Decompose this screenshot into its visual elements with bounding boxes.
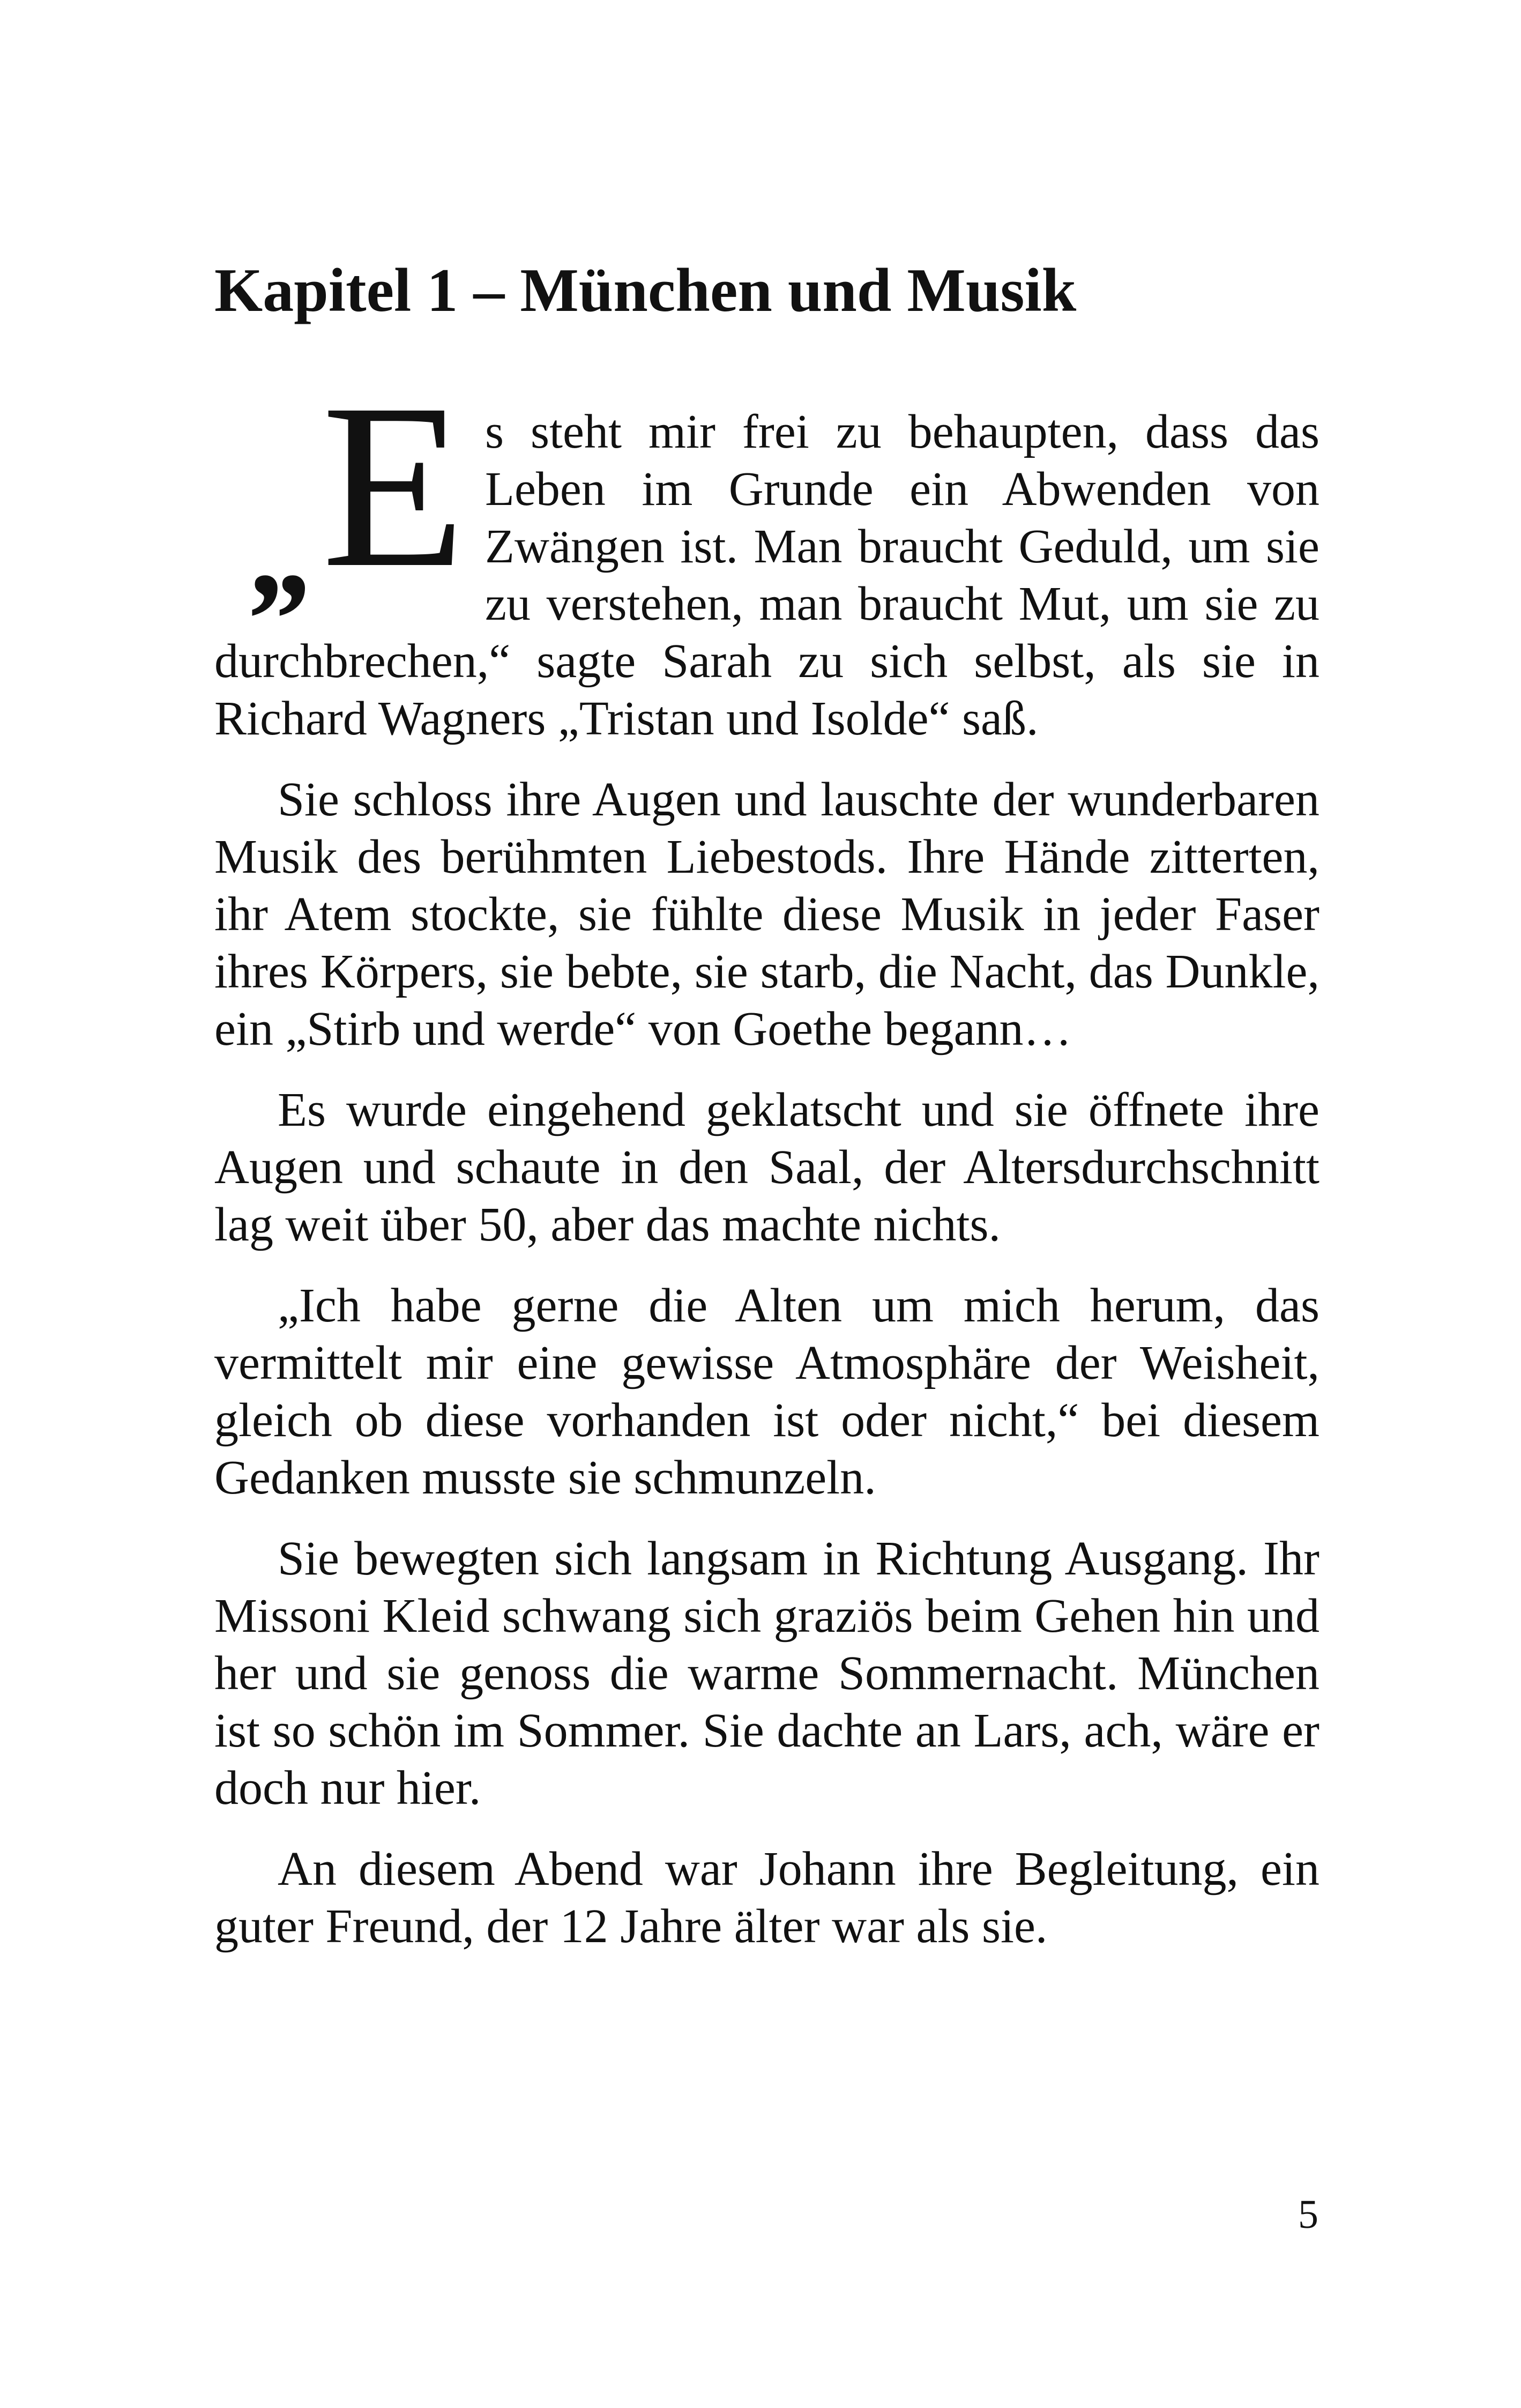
paragraph-1-text: s steht mir frei zu behaupten, dass das Leben im Grunde ein Abwenden von Zwängen ist. Man braucht Geduld, um sie zu verstehen, man braucht Mut, um sie zu durchbrechen,“ sagte Sarah zu sich selbst, als sie in Richard Wagners „Tristan und Isolde“ saß. (214, 405, 1319, 745)
paragraph-5: Sie bewegten sich langsam in Richtung Ausgang. Ihr Missoni Kleid schwang sich graziös beim Gehen hin und her und sie genoss die warme Sommernacht. München ist so schön im Sommer. Sie dachte an Lars, ach, wäre er doch nur hier. (214, 1532, 1319, 1815)
paragraph-3: Es wurde eingehend geklatscht und sie öffnete ihre Augen und schaute in den Saal, der Altersdurchschnitt lag weit über 50, aber das machte nichts. (214, 1083, 1319, 1251)
paragraph-4: „Ich habe gerne die Alten um mich herum, das vermittelt mir eine gewisse Atmosphäre der Weisheit, gleich ob diese vorhanden ist oder nicht,“ bei diesem Gedanken musste sie schmunzeln. (214, 1279, 1319, 1504)
drop-cap (214, 355, 485, 628)
chapter-title: Kapitel 1 – München und Musik (214, 256, 1077, 325)
paragraph-1 (214, 355, 1319, 747)
paragraph-6: An diesem Abend war Johann ihre Begleitung, ein guter Freund, der 12 Jahre älter war als sie. (214, 1842, 1319, 1953)
chapter-body (214, 355, 1319, 1979)
page-number: 5 (1298, 2192, 1318, 2237)
paragraph-2: Sie schloss ihre Augen und lauschte der wunderbaren Musik des berühmten Liebestods. Ihre Hände zitterten, ihr Atem stockte, sie fühlte diese Musik in jeder Faser ihres Körpers, sie bebte, sie starb, die Nacht, das Dunkle, ein „Stirb und werde“ von Goethe begann… (214, 773, 1319, 1056)
drop-cap-quote-mark: „ (252, 476, 319, 625)
drop-cap-letter: E (322, 355, 466, 616)
